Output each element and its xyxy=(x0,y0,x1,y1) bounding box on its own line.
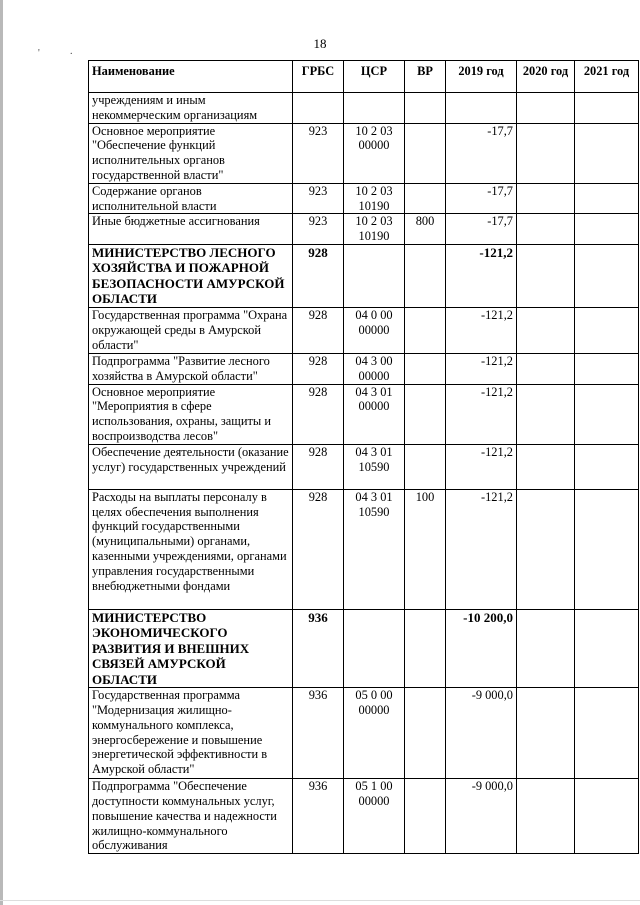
cell-vr xyxy=(405,353,446,384)
cell-y2019: -9 000,0 xyxy=(446,779,517,854)
cell-vr xyxy=(405,93,446,124)
cell-y2019: -121,2 xyxy=(446,384,517,444)
cell-y2021 xyxy=(575,214,639,245)
cell-grbs: 923 xyxy=(293,214,344,245)
cell-grbs: 936 xyxy=(293,609,344,688)
cell-grbs: 936 xyxy=(293,779,344,854)
cell-csr: 10 2 03 10190 xyxy=(344,214,405,245)
cell-csr: 04 3 00 00000 xyxy=(344,353,405,384)
cell-y2021 xyxy=(575,609,639,688)
scan-speck: ' xyxy=(38,48,40,59)
table-row xyxy=(89,93,639,124)
cell-y2020 xyxy=(517,183,575,214)
cell-y2020 xyxy=(517,244,575,307)
scan-speck: . xyxy=(70,46,73,57)
cell-csr: 05 0 00 00000 xyxy=(344,688,405,779)
cell-y2019: -121,2 xyxy=(446,244,517,307)
cell-grbs: 928 xyxy=(293,353,344,384)
cell-y2019: -121,2 xyxy=(446,307,517,353)
cell-csr xyxy=(344,93,405,124)
cell-y2020 xyxy=(517,444,575,489)
header-2020: 2020 год xyxy=(517,61,575,93)
cell-name: Обеспечение деятельности (оказание услуг) государственных учреждений xyxy=(89,444,293,489)
cell-name: Основное мероприятие "Обеспечение функций исполнительных органов государственной власти" xyxy=(89,123,293,183)
cell-name: учреждениям и иным некоммерческим организациям xyxy=(89,93,293,124)
cell-y2021 xyxy=(575,384,639,444)
cell-y2020 xyxy=(517,609,575,688)
cell-y2019: -121,2 xyxy=(446,489,517,609)
cell-y2020 xyxy=(517,779,575,854)
scan-bottom-edge xyxy=(0,900,640,901)
header-2021: 2021 год xyxy=(575,61,639,93)
table-row xyxy=(89,688,639,779)
cell-csr: 04 3 01 00000 xyxy=(344,384,405,444)
cell-y2020 xyxy=(517,307,575,353)
cell-grbs: 936 xyxy=(293,688,344,779)
page-number: 18 xyxy=(313,36,327,51)
cell-vr xyxy=(405,779,446,854)
cell-y2020 xyxy=(517,688,575,779)
cell-vr xyxy=(405,123,446,183)
cell-name: Подпрограмма "Обеспечение доступности коммунальных услуг, повышение качества и надежности жилищно-коммунального обслуживания xyxy=(89,779,293,854)
cell-name: Основное мероприятие "Мероприятия в сфере использования, охраны, защиты и воспроизводства лесов" xyxy=(89,384,293,444)
cell-y2021 xyxy=(575,489,639,609)
cell-grbs: 928 xyxy=(293,384,344,444)
cell-csr: 10 2 03 10190 xyxy=(344,183,405,214)
cell-y2020 xyxy=(517,353,575,384)
table-row xyxy=(89,123,639,183)
table-body xyxy=(89,93,639,854)
cell-y2019: -121,2 xyxy=(446,444,517,489)
table-row xyxy=(89,444,639,489)
cell-y2020 xyxy=(517,489,575,609)
cell-vr xyxy=(405,307,446,353)
cell-grbs: 928 xyxy=(293,244,344,307)
budget-table xyxy=(88,60,639,854)
cell-y2021 xyxy=(575,123,639,183)
cell-y2019 xyxy=(446,93,517,124)
cell-csr xyxy=(344,244,405,307)
cell-csr: 04 3 01 10590 xyxy=(344,489,405,609)
cell-y2021 xyxy=(575,444,639,489)
table-row xyxy=(89,779,639,854)
table-row xyxy=(89,244,639,307)
table-row xyxy=(89,489,639,609)
cell-grbs: 928 xyxy=(293,444,344,489)
cell-grbs: 928 xyxy=(293,489,344,609)
cell-grbs: 923 xyxy=(293,123,344,183)
cell-name: МИНИСТЕРСТВО ЭКОНОМИЧЕСКОГО РАЗВИТИЯ И ВНЕШНИХ СВЯЗЕЙ АМУРСКОЙ ОБЛАСТИ xyxy=(89,609,293,688)
cell-y2021 xyxy=(575,183,639,214)
cell-grbs: 928 xyxy=(293,307,344,353)
cell-name: Иные бюджетные ассигнования xyxy=(89,214,293,245)
cell-vr: 800 xyxy=(405,214,446,245)
cell-csr: 10 2 03 00000 xyxy=(344,123,405,183)
cell-y2020 xyxy=(517,93,575,124)
cell-y2021 xyxy=(575,307,639,353)
table-row xyxy=(89,353,639,384)
cell-y2019: -17,7 xyxy=(446,214,517,245)
cell-csr: 05 1 00 00000 xyxy=(344,779,405,854)
header-name: Наименование xyxy=(89,61,293,93)
cell-vr xyxy=(405,384,446,444)
header-csr: ЦСР xyxy=(344,61,405,93)
cell-y2019: -121,2 xyxy=(446,353,517,384)
header-2019: 2019 год xyxy=(446,61,517,93)
cell-vr xyxy=(405,183,446,214)
table-header-row xyxy=(89,61,639,93)
header-grbs: ГРБС xyxy=(293,61,344,93)
cell-y2021 xyxy=(575,93,639,124)
cell-name: Содержание органов исполнительной власти xyxy=(89,183,293,214)
scan-edge xyxy=(0,0,3,905)
cell-name: Расходы на выплаты персоналу в целях обеспечения выполнения функций государственными (муниципальными) органами, казенными учреждениями, органами управления государственными внебюджетными фондами xyxy=(89,489,293,609)
cell-vr xyxy=(405,244,446,307)
cell-y2019: -17,7 xyxy=(446,183,517,214)
table-row xyxy=(89,609,639,688)
cell-vr xyxy=(405,688,446,779)
cell-vr xyxy=(405,444,446,489)
cell-vr: 100 xyxy=(405,489,446,609)
cell-y2021 xyxy=(575,353,639,384)
table-row xyxy=(89,307,639,353)
table-row xyxy=(89,183,639,214)
cell-grbs: 923 xyxy=(293,183,344,214)
cell-y2020 xyxy=(517,214,575,245)
cell-name: Подпрограмма "Развитие лесного хозяйства в Амурской области" xyxy=(89,353,293,384)
cell-y2019: -17,7 xyxy=(446,123,517,183)
cell-y2021 xyxy=(575,779,639,854)
table-row xyxy=(89,214,639,245)
cell-y2021 xyxy=(575,688,639,779)
cell-y2019: -9 000,0 xyxy=(446,688,517,779)
cell-csr xyxy=(344,609,405,688)
cell-y2020 xyxy=(517,384,575,444)
cell-name: Государственная программа "Охрана окружающей среды в Амурской области" xyxy=(89,307,293,353)
cell-y2020 xyxy=(517,123,575,183)
cell-y2019: -10 200,0 xyxy=(446,609,517,688)
cell-csr: 04 0 00 00000 xyxy=(344,307,405,353)
cell-name: Государственная программа "Модернизация жилищно-коммунального комплекса, энергосбережение и повышение энергетической эффективности в Амурской области" xyxy=(89,688,293,779)
table-row xyxy=(89,384,639,444)
cell-name: МИНИСТЕРСТВО ЛЕСНОГО ХОЗЯЙСТВА И ПОЖАРНОЙ БЕЗОПАСНОСТИ АМУРСКОЙ ОБЛАСТИ xyxy=(89,244,293,307)
cell-vr xyxy=(405,609,446,688)
cell-y2021 xyxy=(575,244,639,307)
cell-grbs xyxy=(293,93,344,124)
cell-csr: 04 3 01 10590 xyxy=(344,444,405,489)
header-vr: ВР xyxy=(405,61,446,93)
